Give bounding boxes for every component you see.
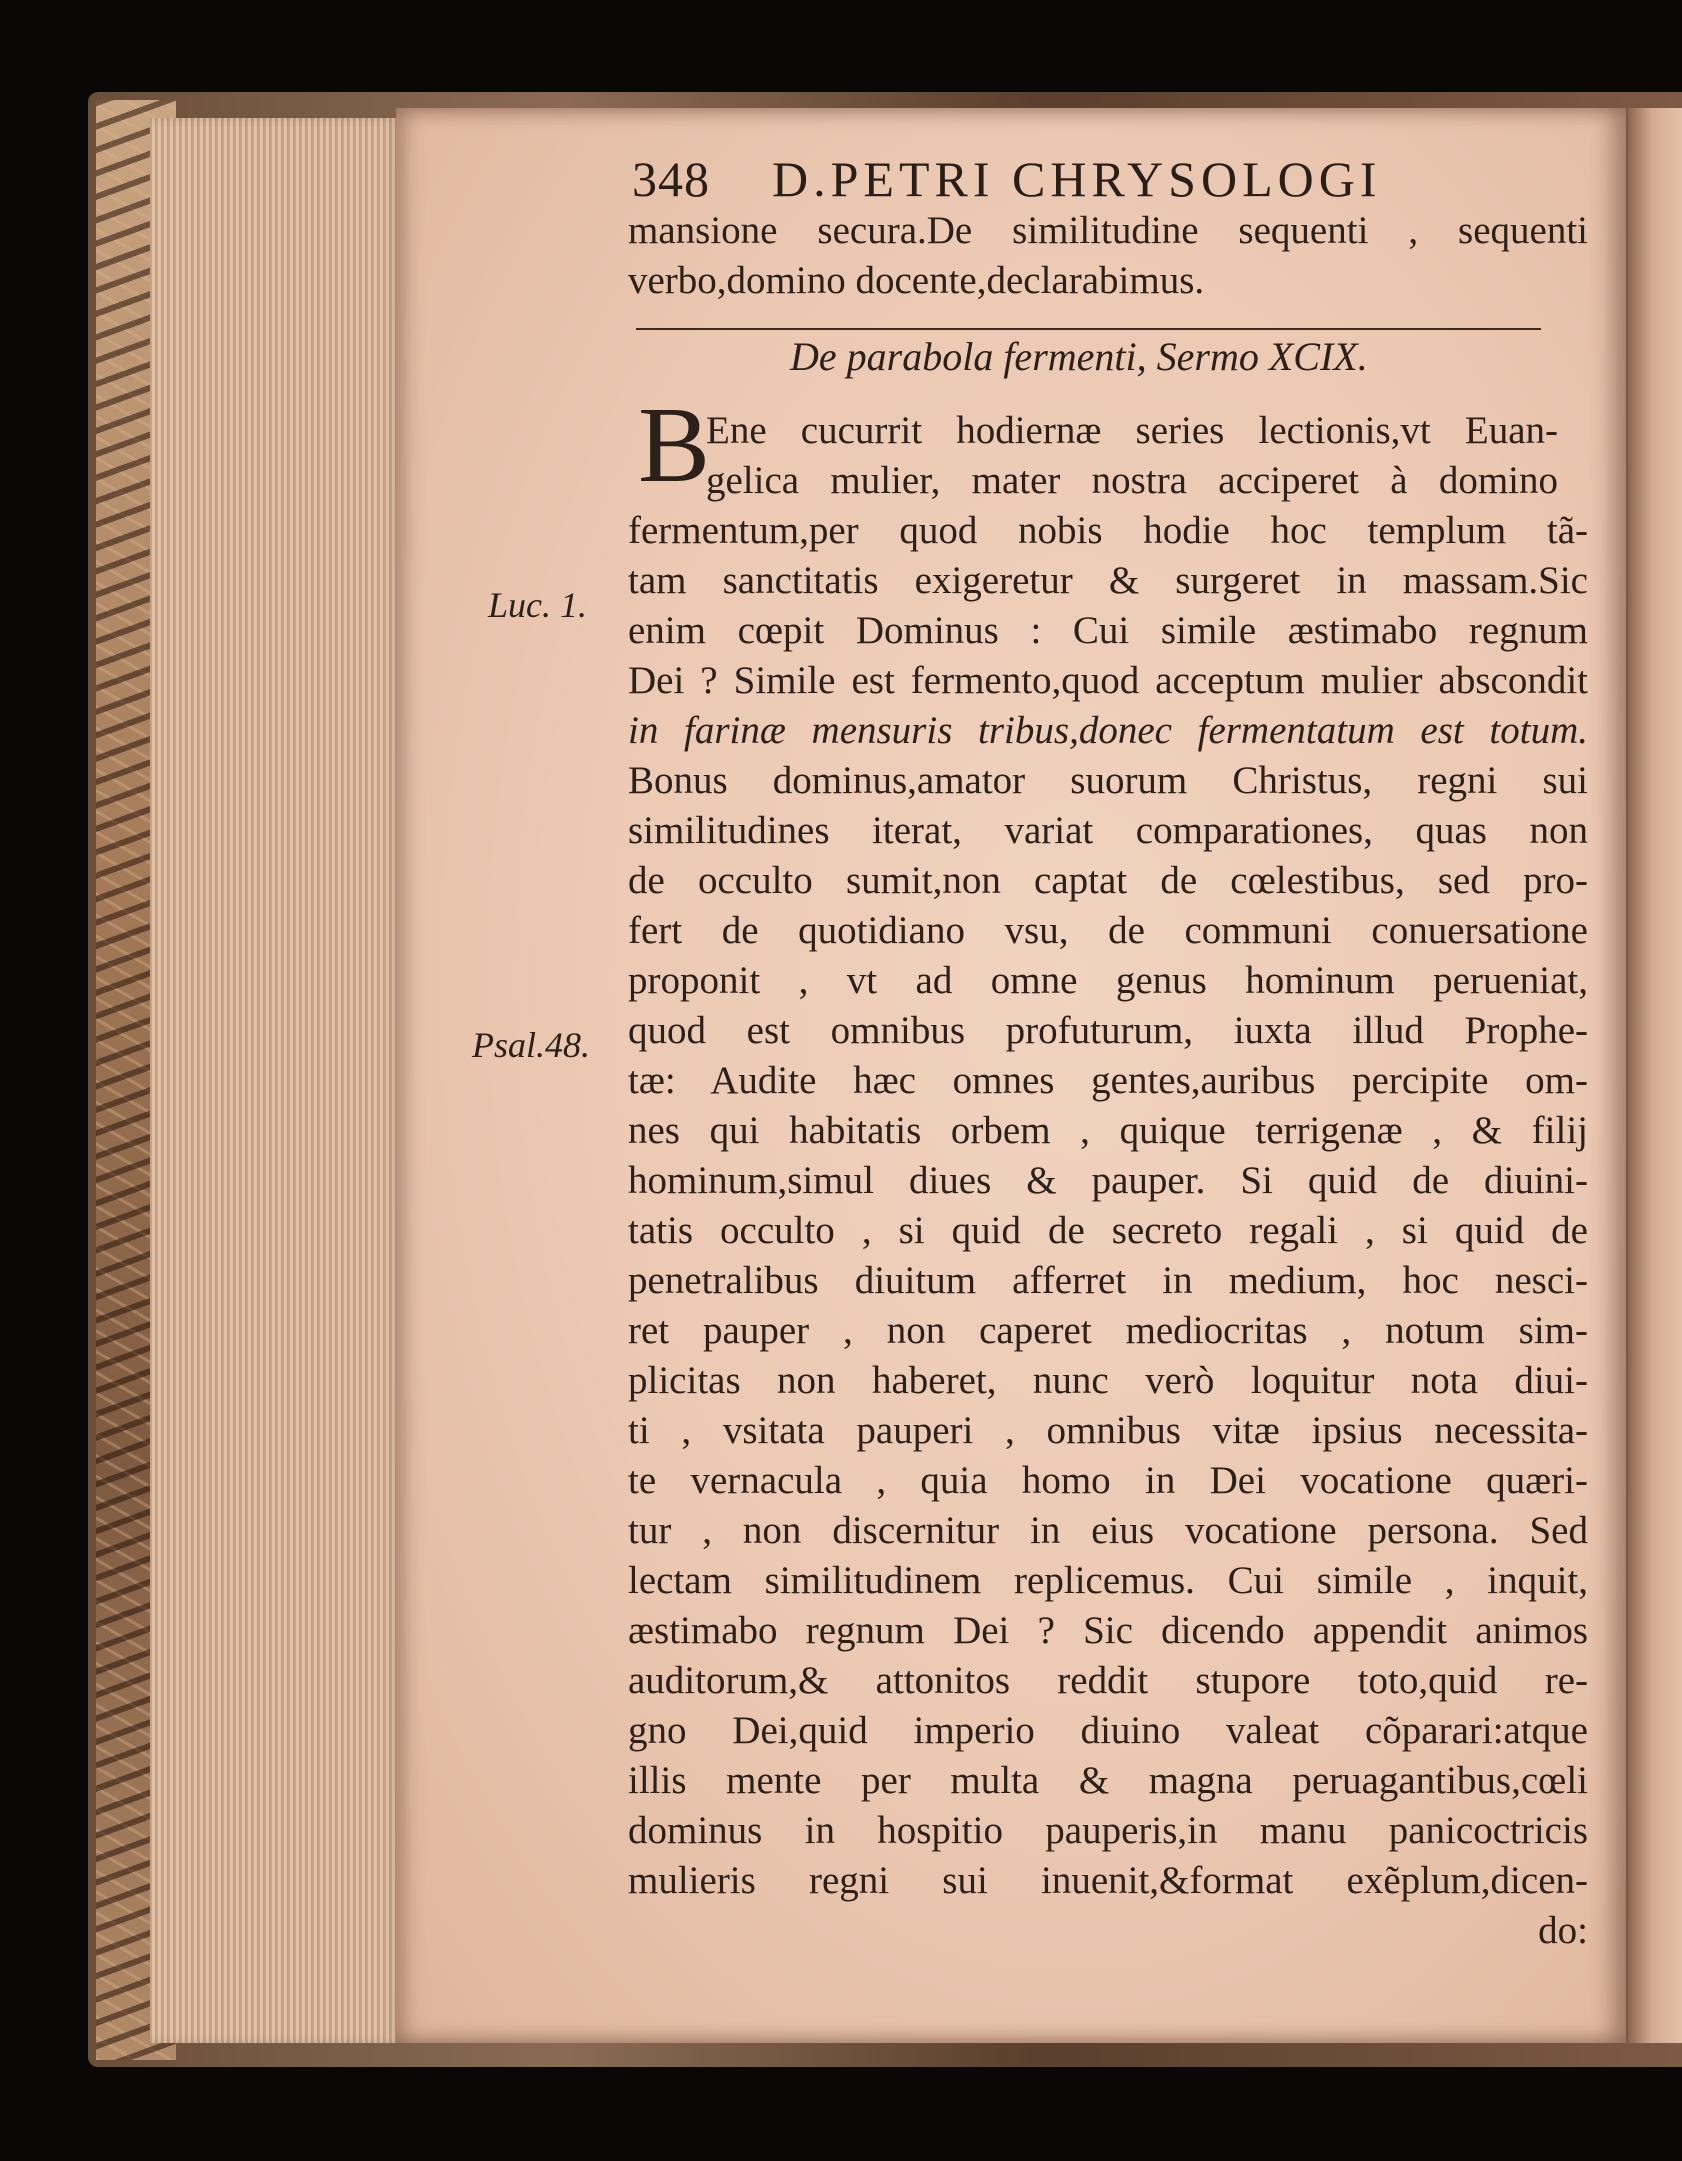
body-line: penetralibus diuitum afferret in medium, hoc nesci- xyxy=(628,1259,1588,1302)
body-line: in farinæ mensuris tribus,donec fermentatum est totum. xyxy=(628,709,1588,752)
body-line: tur , non discernitur in eius vocatione persona. Sed xyxy=(628,1509,1588,1552)
body-line: fermentum,per quod nobis hodie hoc templum tã- xyxy=(628,509,1588,552)
body-line: enim cœpit Dominus : Cui simile æstimabo regnum xyxy=(628,609,1588,652)
body-line: plicitas non haberet, nunc verò loquitur nota diui- xyxy=(628,1359,1588,1402)
running-head-title: D.PETRI CHRYSOLOGI xyxy=(772,151,1382,207)
body-line: auditorum,& attonitos reddit stupore toto,quid re- xyxy=(628,1659,1588,1702)
page-number: 348 xyxy=(632,151,710,207)
intro-line: mansione secura.De similitudine sequenti , sequenti xyxy=(628,209,1588,252)
section-rule xyxy=(636,328,1541,330)
drop-capital: B xyxy=(638,386,711,505)
body-line: te vernacula , quia homo in Dei vocatione quæri- xyxy=(628,1459,1588,1502)
body-line: mulieris regni sui inuenit,&format exẽplum,dicen- xyxy=(628,1859,1588,1902)
body-line: quod est omnibus profuturum, iuxta illud Prophe- xyxy=(628,1009,1588,1052)
facing-page-edge xyxy=(1628,108,1682,2043)
body-line: tam sanctitatis exigeretur & surgeret in massam.Sic xyxy=(628,559,1588,602)
sermon-title: De parabola fermenti, Sermo XCIX. xyxy=(790,334,1368,379)
body-line: de occulto sumit,non captat de cœlestibus, sed pro- xyxy=(628,859,1588,902)
body-line: similitudines iterat, variat comparationes, quas non xyxy=(628,809,1588,852)
body-line: gelica mulier, mater nostra acciperet à domino xyxy=(706,459,1558,502)
body-line: Bonus dominus,amator suorum Christus, regni sui xyxy=(628,759,1588,802)
body-line: tatis occulto , si quid de secreto regali , si quid de xyxy=(628,1209,1588,1252)
body-line: lectam similitudinem replicemus. Cui simile , inquit, xyxy=(628,1559,1588,1602)
body-line: ret pauper , non caperet mediocritas , notum sim- xyxy=(628,1309,1588,1352)
body-line: dominus in hospitio pauperis,in manu panicoctricis xyxy=(628,1809,1588,1852)
body-line: Dei ? Simile est fermento,quod acceptum mulier abscondit xyxy=(628,659,1588,702)
body-line: fert de quotidiano vsu, de communi conuersatione xyxy=(628,909,1588,952)
body-line: hominum,simul diues & pauper. Si quid de diuini- xyxy=(628,1159,1588,1202)
body-line: tæ: Audite hæc omnes gentes,auribus percipite om- xyxy=(628,1059,1588,1102)
body-line: nes qui habitatis orbem , quique terrigenæ , & filij xyxy=(628,1109,1588,1152)
body-line: proponit , vt ad omne genus hominum perueniat, xyxy=(628,959,1588,1002)
page-edges xyxy=(150,118,400,2043)
body-line: illis mente per multa & magna peruagantibus,cœli xyxy=(628,1759,1588,1802)
margin-note-psal: Psal.48. xyxy=(472,1025,591,1065)
body-line: Ene cucurrit hodiernæ series lectionis,vt Euan- xyxy=(706,409,1558,452)
body-line: ti , vsitata pauperi , omnibus vitæ ipsius necessita- xyxy=(628,1409,1588,1452)
body-line: æstimabo regnum Dei ? Sic dicendo appendit animos xyxy=(628,1609,1588,1652)
intro-line: verbo,domino docente,declarabimus. xyxy=(628,259,1205,302)
body-line: gno Dei,quid imperio diuino valeat cõparari:atque xyxy=(628,1709,1588,1752)
margin-note-luc: Luc. 1. xyxy=(488,585,587,625)
running-head xyxy=(632,150,1592,210)
catchword: do: xyxy=(1538,1909,1588,1952)
